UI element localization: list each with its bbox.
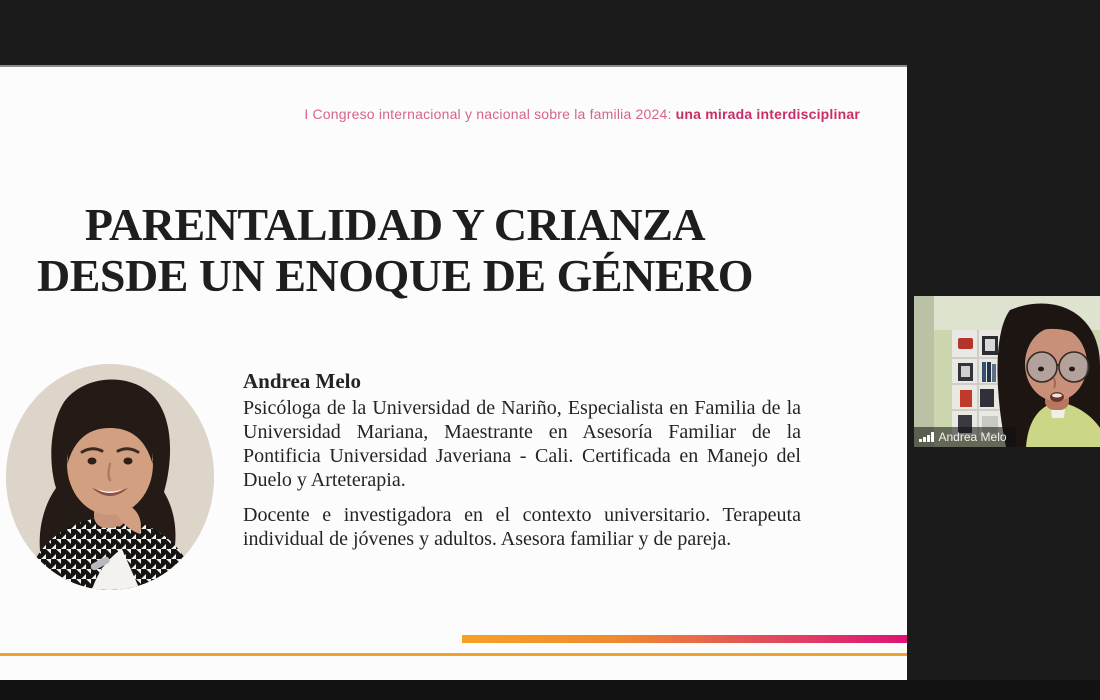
congress-header-regular: I Congreso internacional y nacional sobre la familia 2024: bbox=[304, 106, 676, 122]
speaker-bio bbox=[243, 368, 801, 551]
webcam-video bbox=[914, 296, 1100, 447]
window-bottom-strip bbox=[0, 680, 1100, 700]
speaker-name: Andrea Melo bbox=[243, 369, 362, 393]
speaker-photo bbox=[6, 364, 214, 590]
speaker-bio-paragraph2: Docente e investigadora en el contexto universitario. Terapeuta individual de jóvenes y adultos. Asesora familiar y de pareja. bbox=[243, 504, 801, 550]
participant-video-tile[interactable] bbox=[914, 296, 1100, 447]
slide-title bbox=[0, 199, 790, 301]
slide-title-line1: PARENTALIDAD Y CRIANZA bbox=[84, 199, 706, 250]
congress-header-bold: una mirada interdisciplinar bbox=[675, 106, 860, 122]
shared-screen-slide bbox=[0, 65, 907, 680]
signal-bars-icon bbox=[919, 432, 934, 442]
speaker-bio-paragraph1: Psicóloga de la Universidad de Nariño, Especialista en Familia de la Universidad Mariana, Maestrante en Asesoría Familiar de la Pontificia Universidad Javeriana - Cali. Certificada en Manejo del Duelo y Arteterapia. bbox=[243, 397, 801, 491]
orange-accent-line bbox=[0, 653, 907, 656]
congress-header bbox=[0, 106, 860, 122]
gradient-accent-bar bbox=[462, 635, 907, 643]
slide-title-line2: DESDE UN ENOQUE DE GÉNERO bbox=[37, 250, 753, 301]
participant-name-tag bbox=[914, 427, 1016, 447]
participant-name-label: Andrea Melo bbox=[938, 429, 1007, 444]
